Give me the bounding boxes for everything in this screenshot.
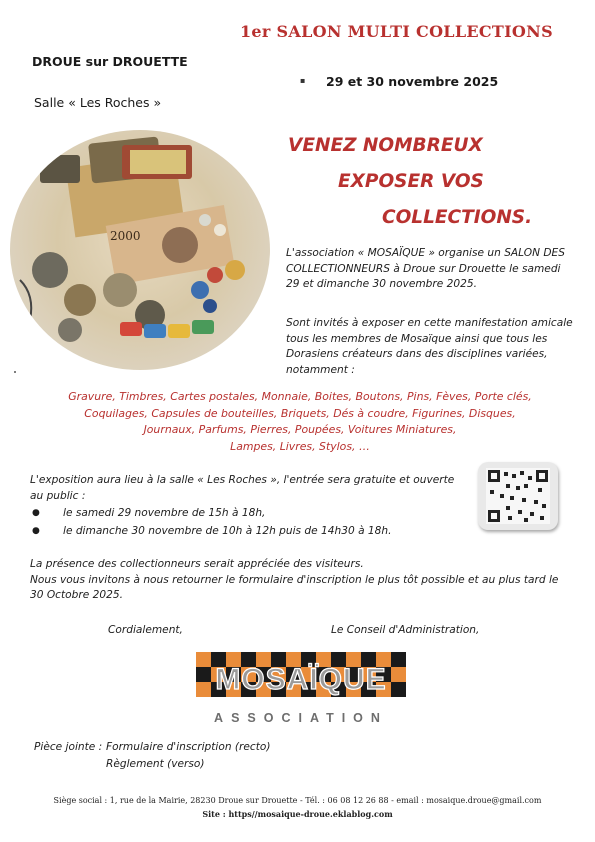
- mosaique-logo: [196, 652, 410, 728]
- collections-list: [30, 389, 570, 455]
- collections-photo: [10, 130, 270, 370]
- invited-paragraph: Sont invités à exposer en cette manifestation amicale tous les membres de Mosaïque ainsi que tous les Dorasiens créateurs dans des disciplines variées, notamment :: [286, 317, 573, 376]
- list-item: ● le dimanche 30 novembre de 10h à 12h puis de 14h30 à 18h.: [30, 522, 470, 540]
- page-title: 1er SALON MULTI COLLECTIONS: [240, 22, 553, 41]
- presence-line-1: La présence des collectionneurs serait appréciée des visiteurs.: [30, 558, 364, 570]
- svg-text:ASSOCIATION: ASSOCIATION: [214, 711, 388, 725]
- collections-line-4: Lampes, Livres, Stylos, …: [230, 439, 370, 453]
- headline-line-1: VENEZ NOMBREUX: [288, 135, 483, 156]
- schedule-list: [30, 504, 470, 540]
- attachment-item: Règlement (verso): [106, 758, 205, 770]
- footer-site: Site : https//mosaique-droue.eklablog.com: [202, 808, 393, 819]
- attachments: [34, 739, 271, 773]
- list-item: ● le samedi 29 novembre de 15h à 18h,: [30, 504, 470, 522]
- presence-line-2: Nous vous invitons à nous retourner le formulaire d'inscription le plus tôt possible et au plus tard le 30 Octobre 2025.: [30, 573, 559, 601]
- svg-text:2000: 2000: [110, 229, 141, 243]
- bullet-icon: ●: [32, 508, 40, 518]
- collections-line-2: Coquilages, Capsules de bouteilles, Briquets, Dés à coudre, Figurines, Disques,: [84, 406, 516, 420]
- dot-mark: ▪: [300, 76, 306, 85]
- qr-code-icon: [478, 462, 558, 530]
- headline: [288, 128, 532, 236]
- event-dates: 29 et 30 novembre 2025: [326, 74, 499, 89]
- attachment-item: Formulaire d'inscription (recto): [106, 741, 271, 753]
- event-venue: Salle « Les Roches »: [34, 95, 162, 110]
- footer: [0, 795, 595, 820]
- bullet-icon: ●: [32, 526, 40, 536]
- attachments-label: Pièce jointe :: [34, 741, 103, 753]
- collections-line-3: Journaux, Parfums, Pierres, Poupées, Voitures Miniatures,: [143, 423, 457, 436]
- headline-line-3: COLLECTIONS.: [382, 207, 533, 228]
- footer-address: Siège social : 1, rue de la Mairie, 28230 Droue sur Drouette - Tél. : 06 08 12 26 88 - email : mosaique.droue@gmail.com: [53, 796, 542, 805]
- intro-paragraph: L'association « MOSAÏQUE » organise un SALON DES COLLECTIONNEURS à Droue sur Drouette le samedi 29 et dimanche 30 novembre 2025.: [286, 247, 565, 290]
- exposition-paragraph: L'exposition aura lieu à la salle « Les Roches », l'entrée sera gratuite et ouverte au public :: [30, 474, 455, 502]
- collections-photo-illustration: [10, 130, 270, 370]
- presence-paragraph: [30, 557, 575, 604]
- signature: Le Conseil d'Administration,: [331, 624, 480, 636]
- greeting: Cordialement,: [108, 624, 183, 636]
- svg-text:MOSAÏQUE: MOSAÏQUE: [215, 663, 387, 696]
- headline-line-2: EXPOSER VOS: [338, 171, 484, 192]
- scan-speck: [14, 371, 16, 373]
- collections-line-1: Gravure, Timbres, Cartes postales, Monnaie, Boites, Boutons, Pins, Fèves, Porte clés,: [68, 390, 532, 403]
- event-town: DROUE sur DROUETTE: [32, 54, 188, 69]
